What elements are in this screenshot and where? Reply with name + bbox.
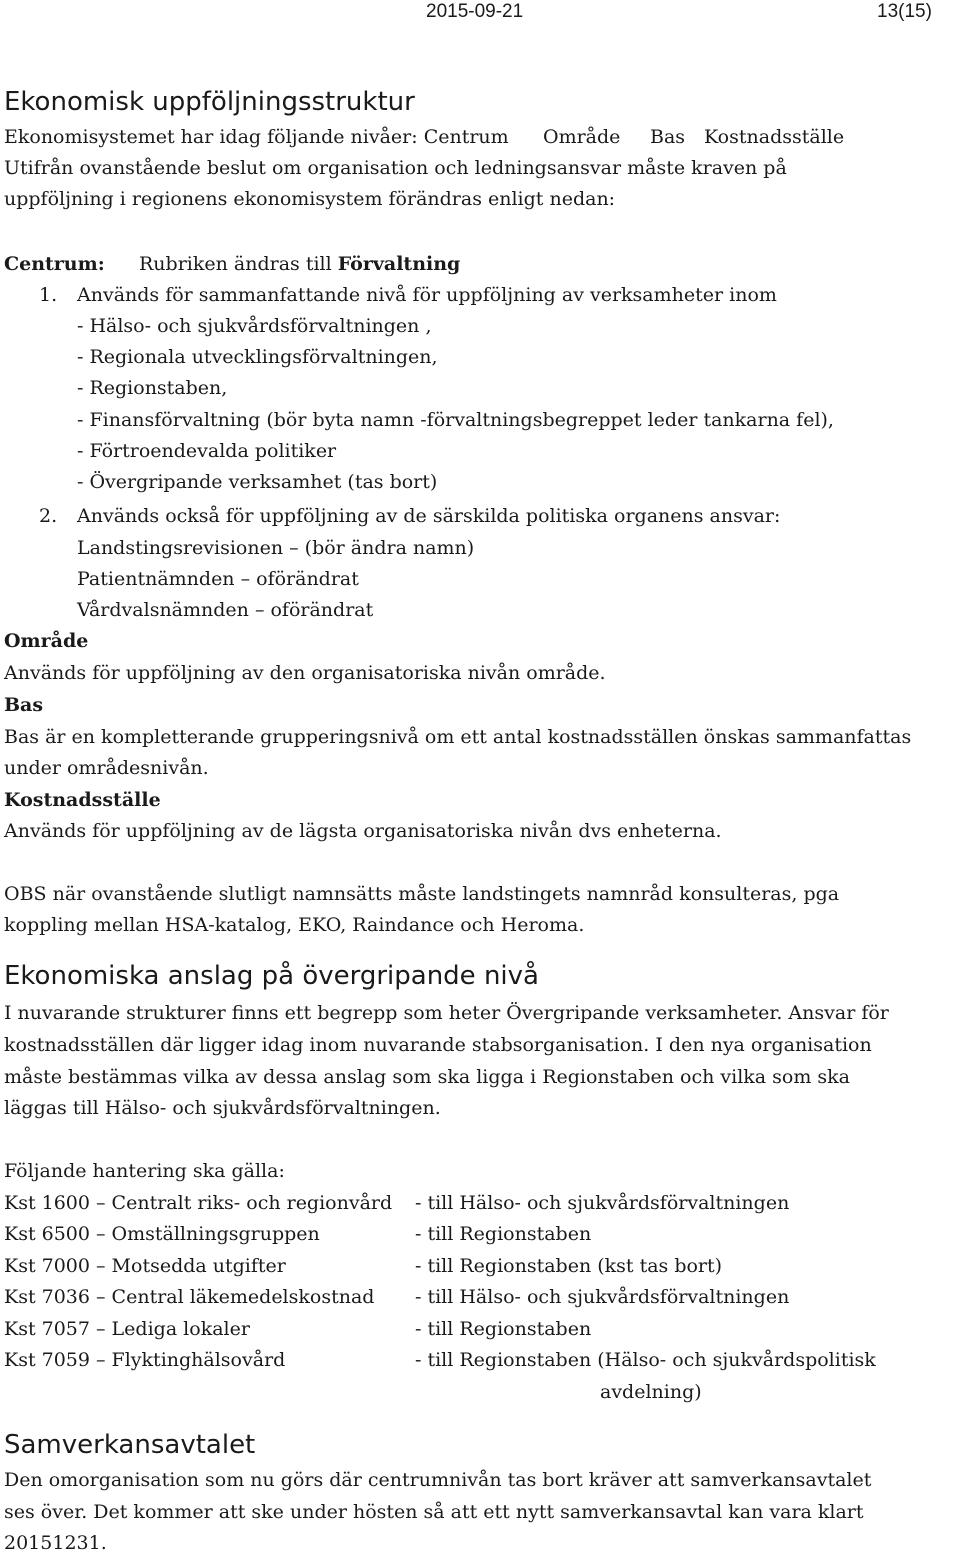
paragraph-line: I nuvarande strukturer finns ett begrepp som heter Övergripande verksamheter. Ansvar för: [4, 1002, 889, 1024]
sub-list-item: Landstingsrevisionen – (bör ändra namn): [77, 537, 475, 559]
bas-text-line: under områdesnivån.: [4, 757, 209, 779]
centrum-rename-bold: Förvaltning: [337, 253, 461, 275]
kostnadsstalle-text: Används för uppföljning av de lägsta organisatoriska nivån dvs enheterna.: [4, 820, 722, 842]
obs-line: koppling mellan HSA-katalog, EKO, Raindance och Heroma.: [4, 914, 585, 936]
omrade-heading: Område: [4, 630, 89, 652]
kst-row-cost-center: Kst 6500 – Omställningsgruppen: [4, 1223, 320, 1245]
sub-list-item: Vårdvalsnämnden – oförändrat: [77, 599, 374, 621]
paragraph-line: Den omorganisation som nu görs där centrumnivån tas bort kräver att samverkansavtalet: [4, 1469, 872, 1491]
omrade-text: Används för uppföljning av den organisatoriska nivån område.: [4, 662, 606, 684]
level-bas: Bas: [650, 126, 686, 148]
intro-label: Ekonomisystemet har idag följande nivåer: Centrum: [4, 126, 509, 148]
paragraph-line: kostnadsställen där ligger idag inom nuvarande stabsorganisation. I den nya organisation: [4, 1034, 872, 1056]
section-heading-ekonomiska-anslag: Ekonomiska anslag på övergripande nivå: [4, 961, 539, 991]
list-item-text: Används också för uppföljning av de särskilda politiska organens ansvar:: [77, 505, 781, 527]
bas-text-line: Bas är en kompletterande grupperingsnivå om ett antal kostnadsställen önskas sammanfattas: [4, 726, 912, 748]
sub-list-item: - Regionala utvecklingsförvaltningen,: [77, 346, 438, 368]
level-omrade: Område: [543, 126, 621, 148]
kst-row-target: - till Regionstaben (kst tas bort): [415, 1255, 723, 1277]
sub-list-item: - Hälso- och sjukvårdsförvaltningen ,: [77, 315, 432, 337]
kst-row-target: - till Regionstaben: [415, 1318, 592, 1340]
sub-list-item: - Förtroendevalda politiker: [77, 440, 337, 462]
handling-intro: Följande hantering ska gälla:: [4, 1160, 285, 1182]
bas-heading: Bas: [4, 694, 44, 716]
kst-row-target-continuation: avdelning): [600, 1381, 702, 1403]
list-item-text: Används för sammanfattande nivå för uppföljning av verksamheter inom: [77, 284, 777, 306]
level-kostnadsstalle: Kostnadsställe: [704, 126, 845, 148]
paragraph-line: ses över. Det kommer att ske under hösten så att ett nytt samverkansavtal kan vara klart: [4, 1501, 864, 1523]
section-heading-ekonomisk-uppfoljningsstruktur: Ekonomisk uppföljningsstruktur: [4, 87, 415, 117]
sub-list-item: - Regionstaben,: [77, 377, 228, 399]
list-item-number: 1.: [39, 284, 58, 306]
kst-row-cost-center: Kst 7057 – Lediga lokaler: [4, 1318, 250, 1340]
intro-line: [4, 125, 509, 149]
centrum-label: Centrum:: [4, 253, 105, 275]
section-heading-samverkansavtalet: Samverkansavtalet: [4, 1430, 256, 1460]
paragraph-line: 20151231.: [4, 1532, 107, 1554]
kostnadsstalle-heading: Kostnadsställe: [4, 789, 161, 811]
sub-list-item: - Finansförvaltning (bör byta namn -förvaltningsbegreppet leder tankarna fel),: [77, 409, 834, 431]
kst-row-cost-center: Kst 7059 – Flyktinghälsovård: [4, 1349, 286, 1371]
paragraph-line: uppföljning i regionens ekonomisystem förändras enligt nedan:: [4, 188, 616, 210]
kst-row-target: - till Hälso- och sjukvårdsförvaltningen: [415, 1286, 790, 1308]
sub-list-item: Patientnämnden – oförändrat: [77, 568, 359, 590]
centrum-rename-text: Rubriken ändras till: [139, 253, 338, 275]
kst-row-cost-center: Kst 7000 – Motsedda utgifter: [4, 1255, 286, 1277]
obs-line: OBS när ovanstående slutligt namnsätts måste landstingets namnråd konsulteras, pga: [4, 883, 840, 905]
paragraph-line: måste bestämmas vilka av dessa anslag som ska ligga i Regionstaben och vilka som ska: [4, 1066, 851, 1088]
header-date: 2015-09-21: [426, 1, 524, 22]
kst-row-target: - till Regionstaben: [415, 1223, 592, 1245]
header-page-number: 13(15): [877, 1, 932, 22]
paragraph-line: läggas till Hälso- och sjukvårdsförvaltningen.: [4, 1097, 441, 1119]
kst-row-target: - till Regionstaben (Hälso- och sjukvårdspolitisk: [415, 1349, 876, 1371]
kst-row-cost-center: Kst 1600 – Centralt riks- och regionvård: [4, 1192, 393, 1214]
kst-row-target: - till Hälso- och sjukvårdsförvaltningen: [415, 1192, 790, 1214]
centrum-rename-line: [139, 252, 460, 276]
sub-list-item: - Övergripande verksamhet (tas bort): [77, 471, 438, 493]
list-item-number: 2.: [39, 505, 58, 527]
kst-row-cost-center: Kst 7036 – Central läkemedelskostnad: [4, 1286, 375, 1308]
paragraph-line: Utifrån ovanstående beslut om organisation och ledningsansvar måste kraven på: [4, 157, 787, 179]
